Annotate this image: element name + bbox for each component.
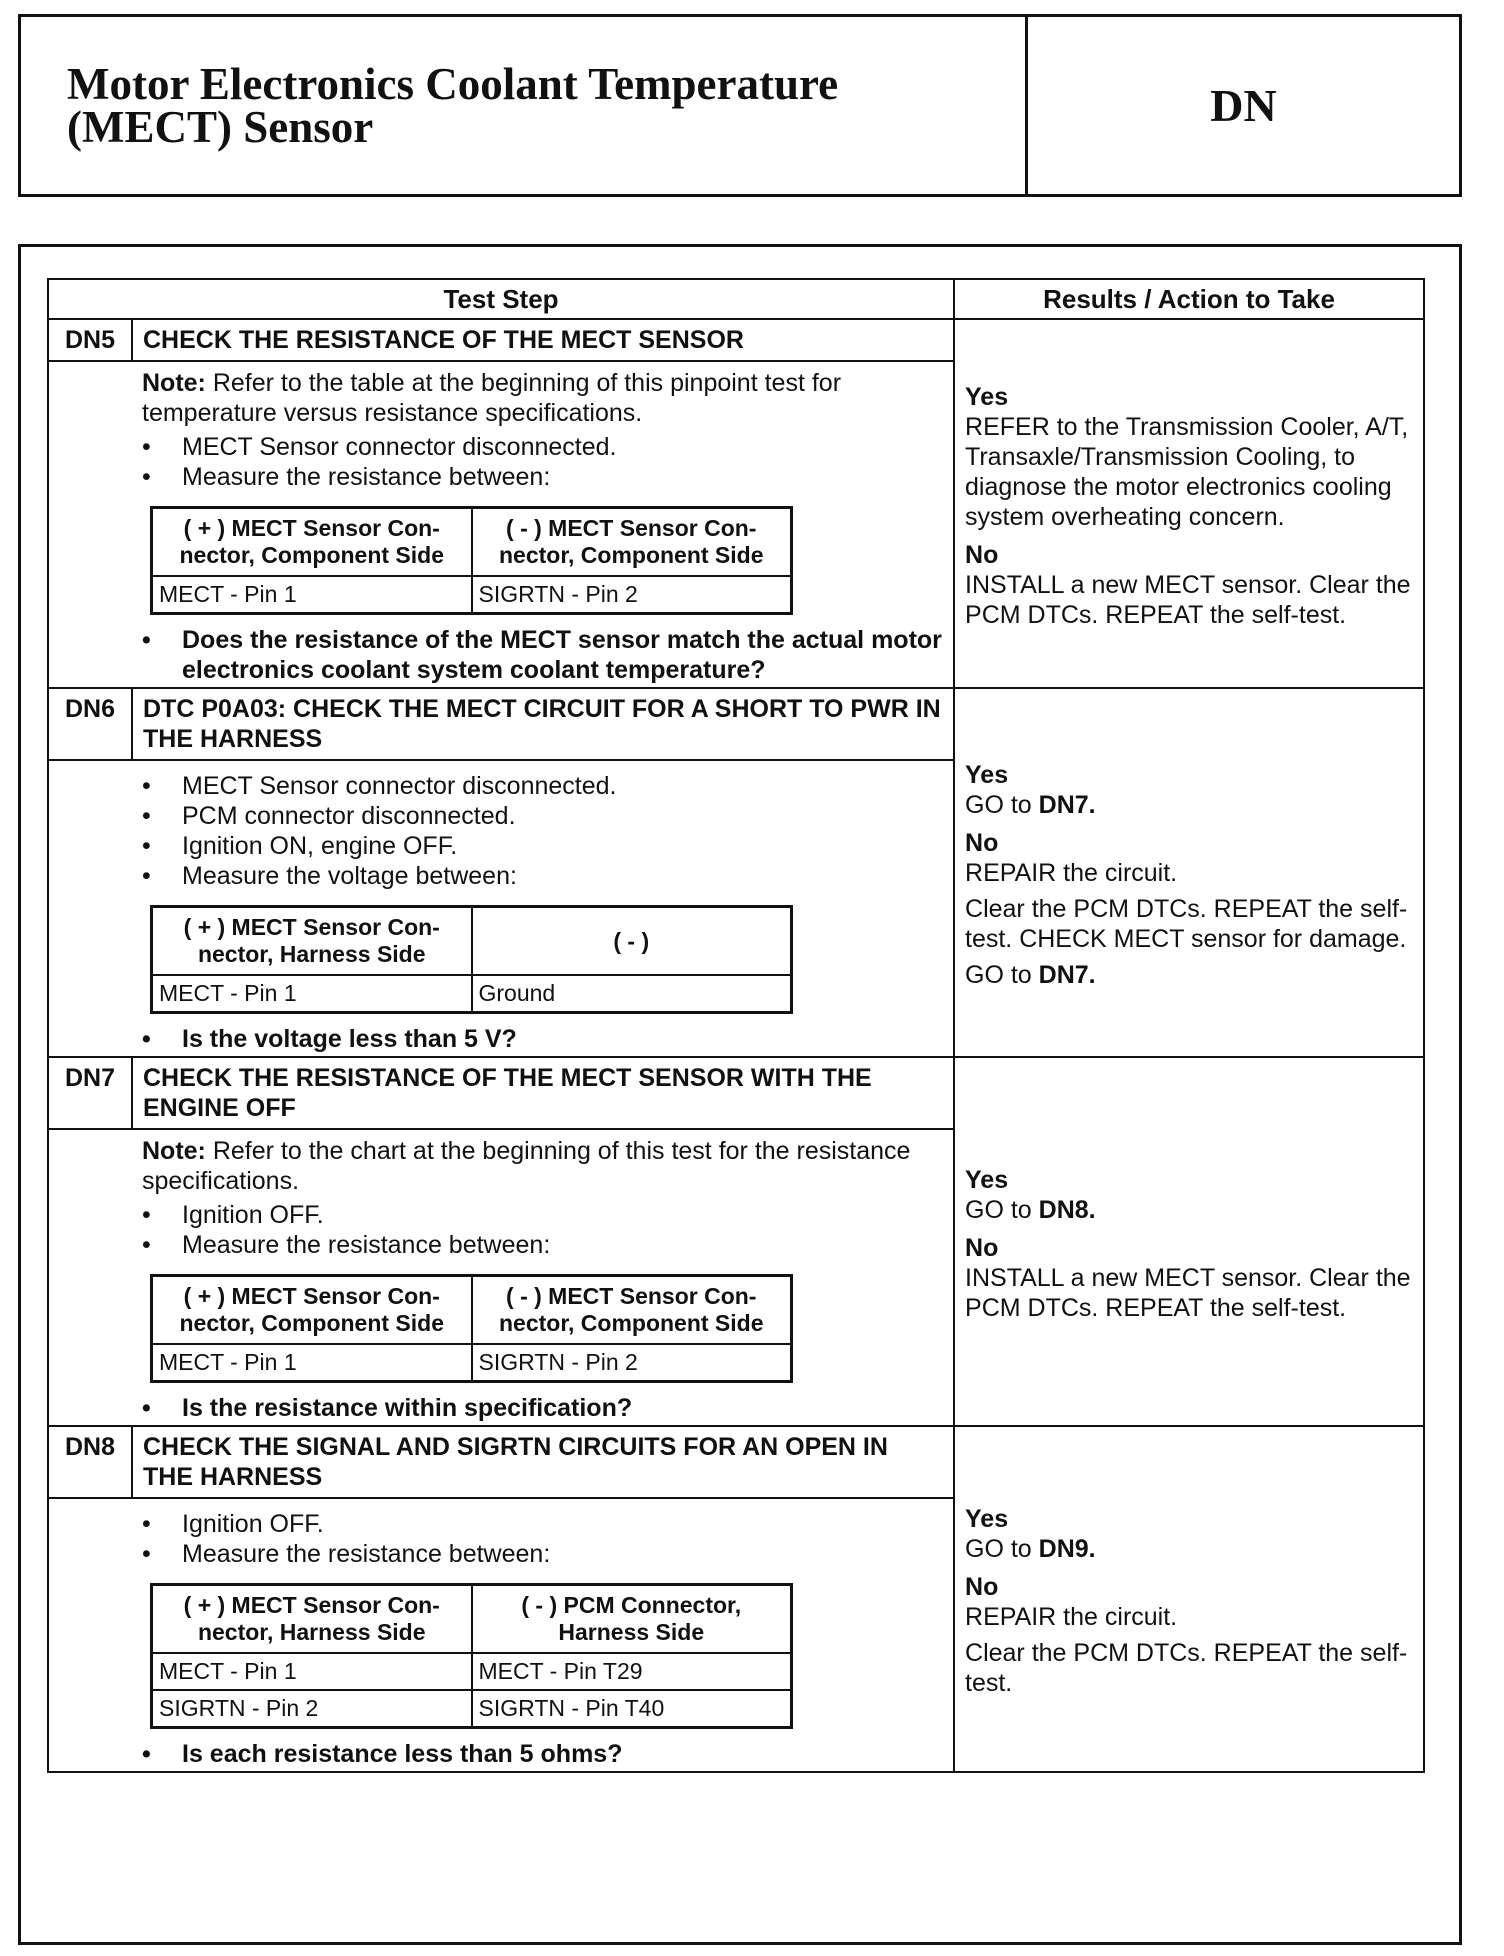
table-header: ( - ) PCM Connector, Harness Side [472,1585,792,1654]
step-question: • Is the voltage less than 5 V? [142,1024,943,1054]
step-title-row [48,1057,1424,1129]
step-results [954,1057,1424,1426]
no-action-detail: Clear the PCM DTCs. REPEAT the self-test. [965,1639,1408,1697]
list-item: • PCM connector disconnected. [142,801,943,831]
page-title [67,59,1007,152]
step-question: • Is each resistance less than 5 ohms? [142,1739,943,1769]
table-row: MECT - Pin 1 SIGRTN - Pin 2 [152,1344,792,1382]
step-title-row [48,319,1424,361]
no-action: REPAIR the circuit. [965,858,1178,887]
step-results [954,319,1424,688]
table-header: ( + ) MECT Sensor Con-nector, Component Side [152,508,472,577]
step-code: DN6 [48,688,132,760]
step-code: DN8 [48,1426,132,1498]
table-header: ( + ) MECT Sensor Con-nector, Component Side [152,1276,472,1345]
step-title: DTC P0A03: CHECK THE MECT CIRCUIT FOR A SHORT TO PWR IN THE HARNESS [132,688,954,760]
section-code: DN [1210,80,1277,131]
step-note: Note: Refer to the chart at the beginning of this test for the resistance specifications. [142,1137,911,1195]
list-item: • Measure the resistance between: [142,1539,943,1569]
step-bullets [142,432,943,492]
step-bullets [142,1200,943,1260]
step-results [954,1426,1424,1772]
yes-label: Yes [965,760,1009,789]
no-action-detail: Clear the PCM DTCs. REPEAT the self-test. CHECK MECT sensor for damage. [965,894,1408,953]
step-title-row [48,688,1424,760]
table-row: SIGRTN - Pin 2 SIGRTN - Pin T40 [152,1690,792,1728]
list-item: • Measure the resistance between: [142,462,943,492]
step-bullets [142,1509,943,1569]
list-item: • Ignition OFF. [142,1200,943,1230]
no-action: REPAIR the circuit. [965,1603,1178,1631]
col-results: Results / Action to Take [954,279,1424,319]
step-results [954,688,1424,1057]
page-header [18,14,1462,197]
list-item: • MECT Sensor connector disconnected. [142,771,943,801]
page-title-line1: Motor Electronics Coolant Temperature [67,59,839,109]
list-item: • Measure the resistance between: [142,1230,943,1260]
yes-action: GO to DN9. [965,1535,1096,1563]
no-action: INSTALL a new MECT sensor. Clear the PCM DTCs. REPEAT the self-test. [965,1263,1411,1322]
table-header: ( + ) MECT Sensor Con-nector, Harness Side [152,907,472,976]
pinpoint-test-table [47,278,1425,1773]
yes-label: Yes [965,1505,1009,1533]
table-header: ( - ) MECT Sensor Con-nector, Component Side [472,1276,792,1345]
step-title: CHECK THE SIGNAL AND SIGRTN CIRCUITS FOR AN OPEN IN THE HARNESS [132,1426,954,1498]
no-action: INSTALL a new MECT sensor. Clear the PCM DTCs. REPEAT the self-test. [965,570,1411,629]
table-header: ( + ) MECT Sensor Con-nector, Harness Side [152,1585,472,1654]
measurement-table [150,1583,793,1729]
list-item: • Ignition OFF. [142,1509,943,1539]
list-item: • MECT Sensor connector disconnected. [142,432,943,462]
table-row: MECT - Pin 1 SIGRTN - Pin 2 [152,576,792,614]
table-row: MECT - Pin 1 Ground [152,975,792,1013]
step-title: CHECK THE RESISTANCE OF THE MECT SENSOR [132,319,954,361]
table-header: ( - ) [472,907,792,976]
yes-action: GO to DN7. [965,790,1096,819]
step-body [132,361,954,688]
step-title-row [48,1426,1424,1498]
step-body [132,1498,954,1772]
step-question: • Is the resistance within specification? [142,1393,943,1423]
no-label: No [965,1233,999,1262]
no-action-goto: GO to DN7. [965,960,1096,989]
step-code: DN5 [48,319,132,361]
measurement-table [150,905,793,1014]
yes-label: Yes [965,1165,1009,1194]
step-code: DN7 [48,1057,132,1129]
no-label: No [965,828,999,857]
list-item: • Ignition ON, engine OFF. [142,831,943,861]
page-title-line2: (MECT) Sensor [67,102,374,152]
yes-action: GO to DN8. [965,1195,1096,1224]
measurement-table [150,506,793,615]
table-header: ( - ) MECT Sensor Con-nector, Component Side [472,508,792,577]
table-header-row [48,279,1424,319]
step-body [132,1129,954,1426]
yes-action: REFER to the Transmission Cooler, A/T, Transaxle/Transmission Cooling, to diagnose the motor electronics cooling system overheating concern. [965,412,1409,531]
step-title: CHECK THE RESISTANCE OF THE MECT SENSOR WITH THE ENGINE OFF [132,1057,954,1129]
no-label: No [965,1573,999,1601]
step-question: • Does the resistance of the MECT sensor match the actual motor electronics coolant system coolant temperature? [142,625,943,685]
col-test-step: Test Step [48,279,954,319]
step-note: Note: Refer to the table at the beginning of this pinpoint test for temperature versus resistance specifications. [142,369,842,427]
no-label: No [965,540,999,569]
yes-label: Yes [965,382,1009,411]
step-bullets [142,771,943,891]
list-item: • Measure the voltage between: [142,861,943,891]
table-row: MECT - Pin 1 MECT - Pin T29 [152,1653,792,1690]
measurement-table [150,1274,793,1383]
step-body [132,760,954,1057]
